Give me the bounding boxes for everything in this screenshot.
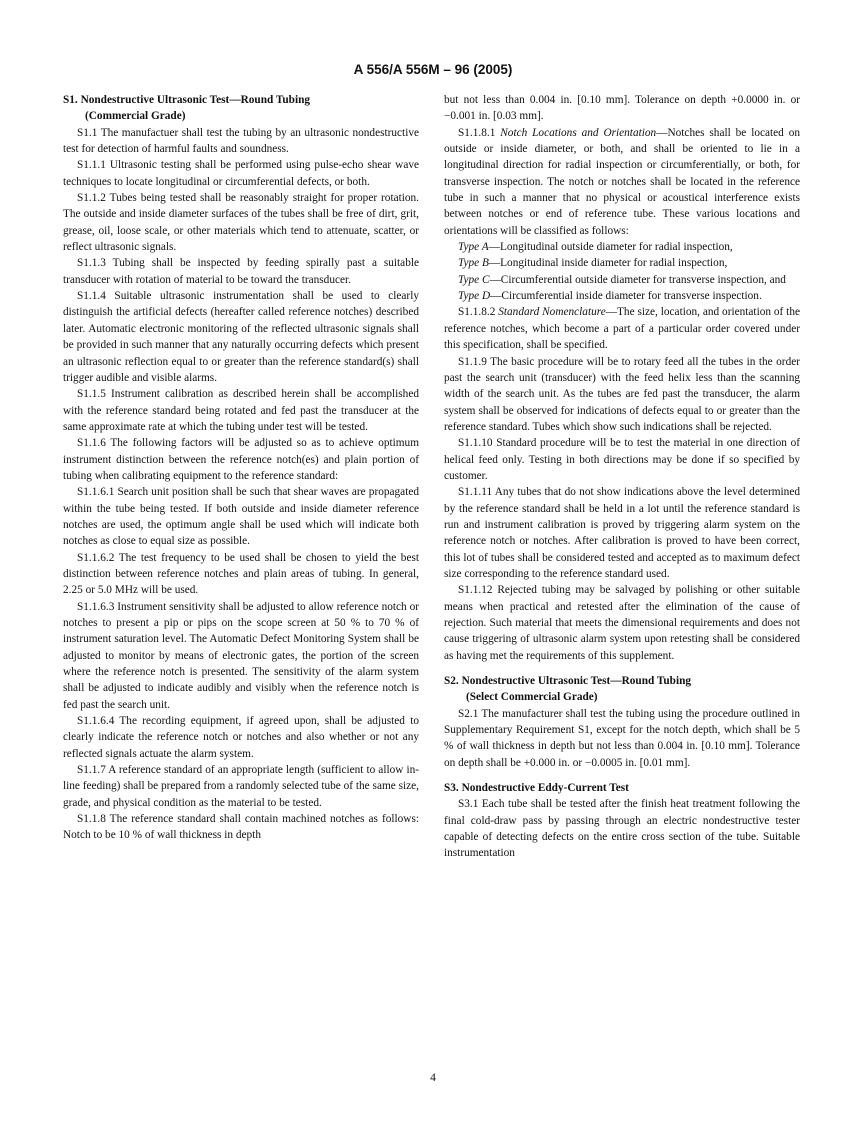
paragraph-s1-1-9: S1.1.9 The basic procedure will be to rotary feed all the tubes in the order past the search unit (transducer) with the feed helix less than the scanning width of the search unit. As the tubes are fed past the transducer, the alarm system shall be observed for indications of defects equal to or greater than the reference standard. Tubes which show such indications shall be rejected. [444,355,800,433]
paragraph-s1-1-6-1: S1.1.6.1 Search unit position shall be such that shear waves are propagated within the tube being tested. If both outside and inside diameter reference notches are used, the optimum angle shall be used which will indicate both notches as close to equal size as possible. [63,486,419,548]
section-subtitle: (Select Commercial Grade) [466,691,598,704]
clause-title: Notch Locations and Orientation [500,126,657,139]
type-label: Type C [458,273,490,286]
list-item-type-d [444,288,800,304]
paragraph-s1-1-4: S1.1.4 Suitable ultrasonic instrumentation shall be used to clearly distinguish the artificial defects (hereafter called reference notches) described later. Automatic electronic monitoring of the reflected ultrasonic signals shall be provided in such manner that any naturally occurring defects which present an ultrasonic reflection equal to or greater than the reference standard(s) shall trigger audible and visible alarms. [63,290,419,384]
paragraph-s1-1-1: S1.1.1 Ultrasonic testing shall be performed using pulse-echo shear wave techniques to locate longitudinal or circumferential defects, or both. [63,159,419,188]
paragraph-s1-1-2: S1.1.2 Tubes being tested shall be reasonably straight for proper rotation. The outside and inside diameter surfaces of the tubes shall be free of dirt, grit, grease, oil, loose scale, or other materials which tend to attenuate, scatter, or reflect ultrasonic signals. [63,192,419,254]
paragraph-s1-1-7: S1.1.7 A reference standard of an appropriate length (sufficient to allow in-line feeding) shall be prepared from a randomly selected tube of the same size, grade, and physical condition as the material to be tested. [63,764,419,809]
section-title: S2. Nondestructive Ultrasonic Test—Round Tubing [444,675,692,688]
clause-title: Standard Nomenclature [498,306,606,319]
type-text: —Circumferential outside diameter for transverse inspection, and [489,273,786,286]
section-title: S3. Nondestructive Eddy-Current Test [444,782,629,795]
paragraph-s1-1-8-2 [444,304,800,353]
paragraph-s1-1-12: S1.1.12 Rejected tubing may be salvaged by polishing or other suitable means when practical and retested after the elimination of the cause of rejection. Such material that meets the dimensional requirements and does not cause triggering of ultrasonic alarm system upon retesting shall be considered as having met the requirements of this supplement. [444,584,800,662]
paragraph-s1-1-8-1 [444,125,800,239]
right-column [444,92,800,862]
clause-label: S1.1.8.1 [458,126,496,139]
clause-text: —The size, location, and orientation of the reference notches, which become a part of a particular order covered under this specification, shall be specified. [444,306,800,352]
paragraph-s1-1-6: S1.1.6 The following factors will be adjusted so as to achieve optimum instrument distinction between the reference notch(es) and plain portion of tubing when calibrating equipment to the reference standard: [63,437,419,482]
paragraph-s1-1-11: S1.1.11 Any tubes that do not show indications above the level determined by the reference standard shall be held in a lot until the reference standard is run and instrument calibration is proved by triggering alarm system on the reference notch or notches. After calibration is proved to have been correct, this lot of tubes shall be considered tested and accepted as to maximum defect size corresponding to the reference standard used. [444,486,800,580]
type-label: Type A [458,241,489,254]
clause-text: —Notches shall be located on outside or inside diameter, or both, and shall be oriented to lie in a longitudinal direction for radial inspection or circumferentially, or both, for transverse inspection. The notch or notches shall be located in the reference tube in such a manner that no physical or acoustical interference exists between notches or end of reference tube. These various locations and orientations will be classified as follows: [444,126,801,237]
paragraph-s1-1: S1.1 The manufactuer shall test the tubing by an ultrasonic nondestructive test for detection of harmful faults and soundness. [63,126,419,156]
paragraph-s1-1-6-4: S1.1.6.4 The recording equipment, if agreed upon, shall be adjusted to clearly indicate the reference notch or notches and also whether or not any reflected signals actuate the alarm system. [63,715,419,760]
paragraph-s3-1: S3.1 Each tube shall be tested after the finish heat treatment following the final cold-draw pass by passing through an electric nondestructive tester capable of detecting defects on the entire cross section of the tube. Suitable instrumentation [444,798,800,860]
list-item-type-a [444,239,800,255]
clause-label: S1.1.8.2 [458,306,496,319]
document-designation: A 556/A 556M – 96 (2005) [353,62,513,77]
section-subtitle: (Commercial Grade) [85,110,186,123]
paragraph-s1-1-5: S1.1.5 Instrument calibration as described herein shall be accomplished with the reference standard being rotated and fed past the transducer at the same approximate rate at which the tubing under test will be tested. [63,388,419,433]
section-heading-s1 [63,92,419,125]
section-heading-s2 [444,673,800,706]
list-item-type-c [444,272,800,288]
paragraph-s1-1-8: S1.1.8 The reference standard shall contain machined notches as follows: Notch to be 10 % of wall thickness in depth [63,813,419,842]
paragraph-s1-1-10: S1.1.10 Standard procedure will be to test the material in one direction of helical feed only. Testing in both directions may be done if so specified by customer. [444,437,800,482]
section-title: S1. Nondestructive Ultrasonic Test—Round Tubing [63,94,311,106]
type-label: Type B [458,257,489,270]
paragraph-s1-1-3: S1.1.3 Tubing shall be inspected by feeding spirally past a suitable transducer with rotation of material to be toward the transducer. [63,257,419,286]
type-text: —Longitudinal inside diameter for radial inspection, [488,257,728,270]
section-heading-s3 [444,780,800,796]
page-number: 4 [430,1072,436,1084]
paragraph-s2-1: S2.1 The manufacturer shall test the tubing using the procedure outlined in Supplementary Requirement S1, except for the notch depth, which shall be 5 % of wall thickness in depth but not less than 0.004 in. [0.10 mm]. Tolerance on depth shall be +0.000 in. or −0.0005 in. [0.01 mm]. [444,707,800,769]
type-text: —Circumferential inside diameter for transverse inspection. [490,290,762,303]
type-label: Type D [458,290,491,303]
paragraph-s1-1-6-3: S1.1.6.3 Instrument sensitivity shall be adjusted to allow reference notch or notches to present a pip or pips on the scope screen at 50 % to 70 % of instrument saturation level. The Automatic Defect Monitoring System shall be adjusted to monitor by means of electronic gates, the portion of the screen where the reference notch is presented. The sensitivity of the alarm system shall be adjusted to indicate audibly and visibly when the reference notch is fed past the search unit. [63,600,419,711]
list-item-type-b [444,255,800,271]
paragraph-s1-1-8-continued: but not less than 0.004 in. [0.10 mm]. Tolerance on depth +0.0000 in. or −0.001 in. [0.03 mm]. [444,94,800,123]
paragraph-s1-1-6-2: S1.1.6.2 The test frequency to be used shall be chosen to yield the best distinction between reference notches and plain areas of tubing. In general, 2.25 or 5.0 MHz will be used. [63,551,419,597]
type-text: —Longitudinal outside diameter for radial inspection, [488,241,733,254]
left-column [63,92,419,844]
